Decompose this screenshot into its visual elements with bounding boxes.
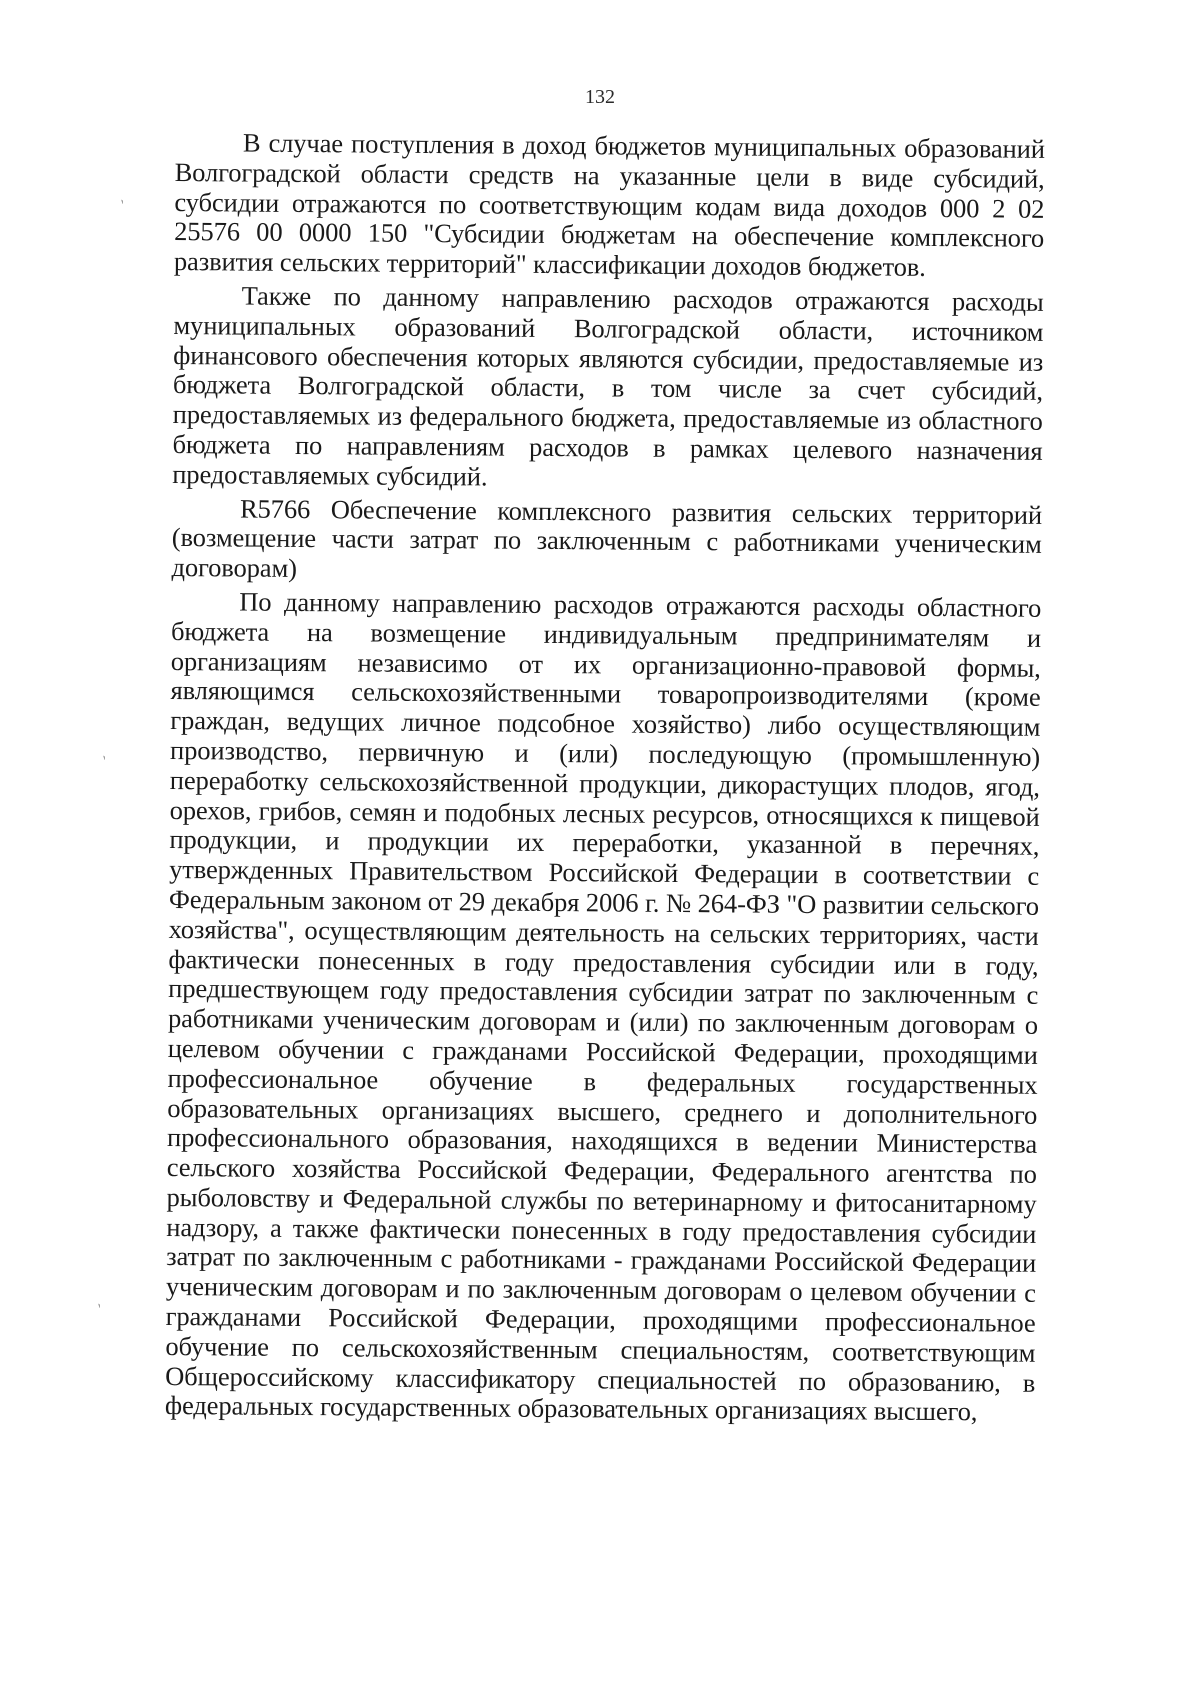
page-number: 132 <box>585 86 615 108</box>
paragraph-expense-description: По данному направлению расходов отражаются расходы областного бюджета на возмещение индивидуальным предпринимателям и организациям независимо от их организационно-правовой формы, являющимся сельскохозяйственными товаропроизводителями (кроме граждан, ведущих личное подсобное хозяйство) либо осуществляющим производство, первичную и (или) последующую (промышленную) переработку сельскохозяйственной продукции, дикорастущих плодов, ягод, орехов, грибов, семян и подобных лесных ресурсов, относящихся к пищевой продукции, и продукции их переработки, указанной в перечнях, утвержденных Правительством Российской Федерации в соответствии с Федеральным законом от 29 декабря 2006 г. № 264-ФЗ "О развитии сельского хозяйства", осуществляющим деятельность на сельских территориях, части фактически понесенных в году предоставления субсидии или в году, предшествующем году предоставления субсидии затрат по заключенным с работниками ученическим договорам и (или) по заключенным договорам о целевом обучении с гражданами Российской Федерации, проходящими профессиональное обучение в федеральных государственных образовательных организациях высшего, среднего и дополнительного профессионального образования, находящихся в ведении Министерства сельского хозяйства Российской Федерации, Федерального агентства по рыболовству и Федеральной службы по ветеринарному и фитосанитарному надзору, а также фактически понесенных в году предоставления субсидии затрат по заключенным с работниками - гражданами Российской Федерации ученическим договорам и по заключенным договорам о целевом обучении с гражданами Российской Федерации, проходящими профессиональное обучение по сельскохозяйственным специальностям, соответствующим Общероссийскому классификатору специальностей по образованию, в федеральных государственных образовательных организациях высшего, <box>164 586 1042 1427</box>
scan-artifact: ` <box>111 196 128 217</box>
paragraph-municipal-expenses: Также по данному направлению расходов отражаются расходы муниципальных образований Волгоградской области, источником финансового обеспечения которых являются субсидии, предоставляемые из бюджета Волгоградской области, в том числе за счет субсидий, предоставляемых из федерального бюджета, предоставляемые из областного бюджета по направлениям расходов в рамках целевого назначения предоставляемых субсидий. <box>172 280 1044 492</box>
scan-artifact: ` <box>88 1300 105 1321</box>
paragraph-r5766-heading: R5766 Обеспечение комплексного развития сельских территорий (возмещение части затрат по заключенным с работниками ученическим договорам) <box>171 493 1043 584</box>
scan-artifact: ` <box>93 752 110 773</box>
paragraph-budget-income: В случае поступления в доход бюджетов муниципальных образований Волгоградской области средств на указанные цели в виде субсидий, субсидии отражаются по соответствующим кодам вида доходов 000 2 02 25576 00 0000 150 "Субсидии бюджетам на обеспечение комплексного развития сельских территорий" классификации доходов бюджетов. <box>173 127 1045 283</box>
document-body <box>165 128 1045 1432</box>
